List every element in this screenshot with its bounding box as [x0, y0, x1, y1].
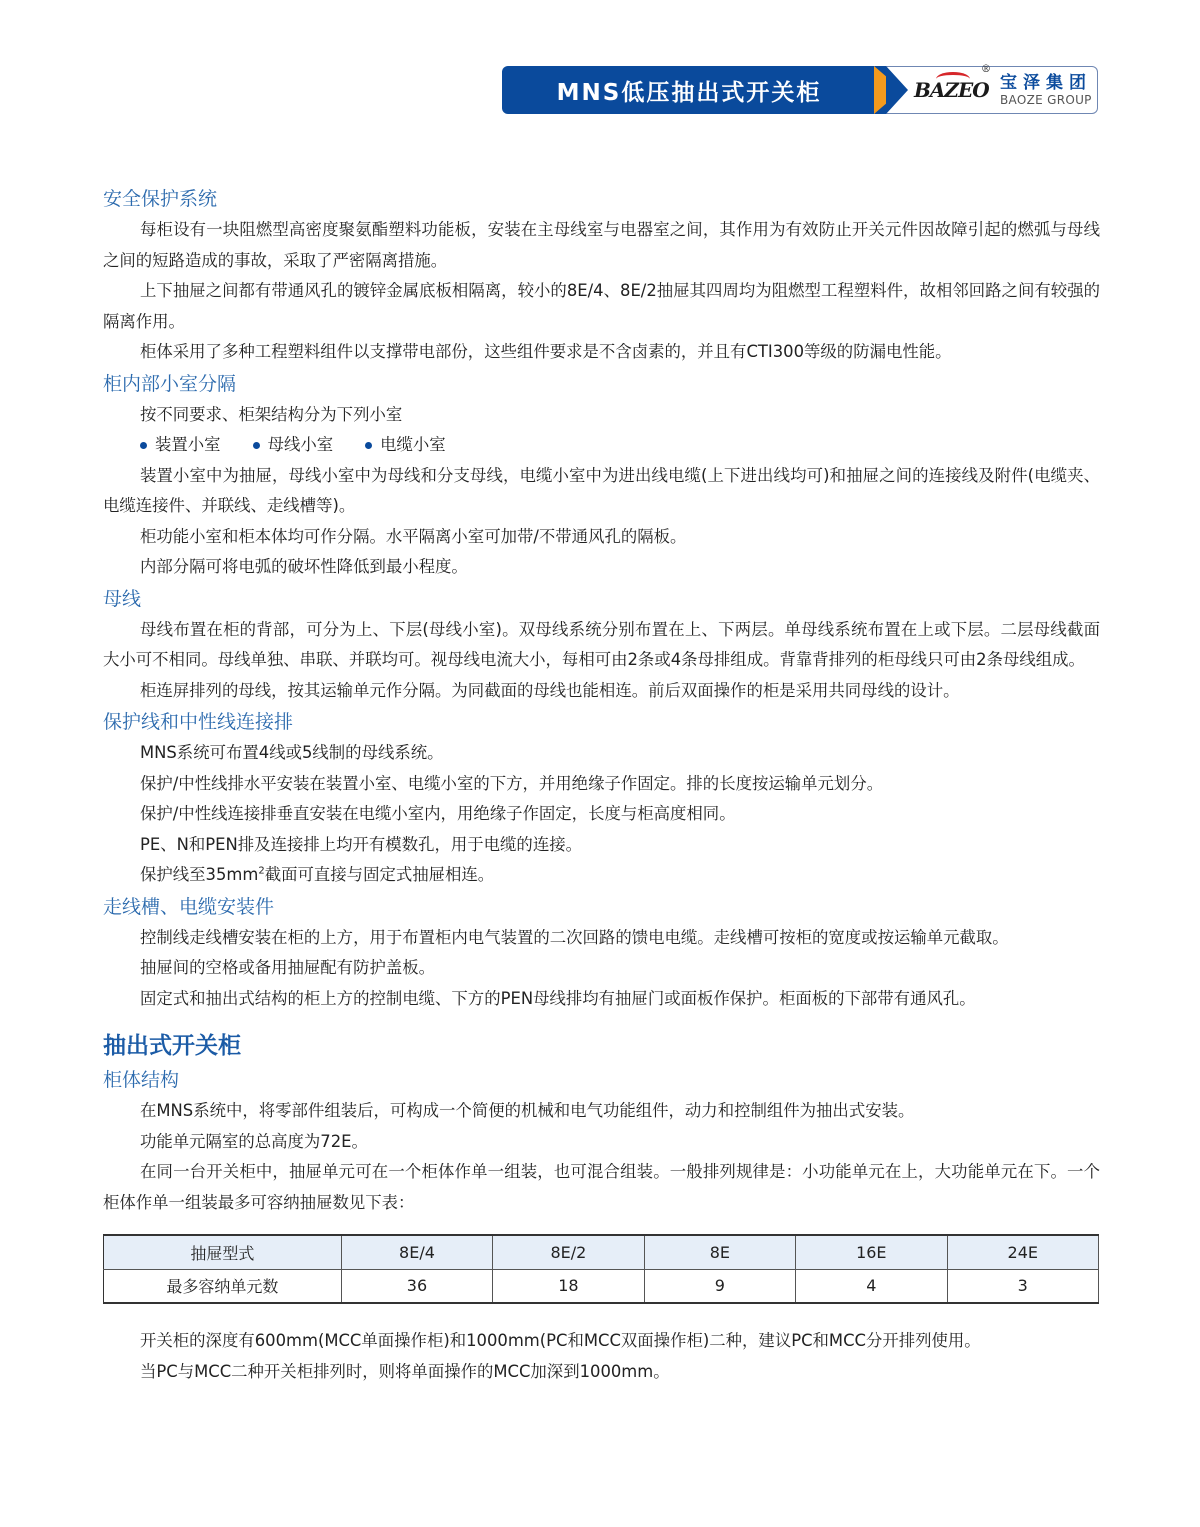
- logo-mark-text: BAZEO: [914, 78, 989, 102]
- table-header-cell: 16E: [796, 1235, 947, 1269]
- paragraph: 母线布置在柜的背部，可分为上、下层(母线小室)。双母线系统分别布置在上、下两层。单母线系统布置在上或下层。二层母线截面大小可不相同。母线单独、串联、并联均可。视母线电流大小，每相可由2条或4条母排组成。背靠背排列的柜母线只可由2条母线组成。: [103, 619, 1100, 669]
- section-heading-trunking: 走线槽、电缆安装件: [103, 895, 275, 918]
- paragraph: [103, 860, 1100, 891]
- paragraph: 柜功能小室和柜本体均可作分隔。水平隔离小室可加带/不带通风孔的隔板。: [140, 526, 687, 546]
- paragraph: 在MNS系统中，将零部件组装后，可构成一个简便的机械和电气功能组件，动力和控制组件为抽出式安装。: [140, 1101, 915, 1120]
- table-header-cell: 8E/4: [341, 1235, 492, 1269]
- section-heading-cabinet-structure: 柜体结构: [103, 1069, 180, 1091]
- document-body: [103, 183, 1100, 1387]
- paragraph: 装置小室中为抽屉，母线小室中为母线和分支母线，电缆小室中为进出线电缆(上下进出线均可)和抽屉之间的连接线及附件(电缆夹、电缆连接件、并联线、走线槽等)。: [103, 465, 1100, 515]
- table-header-cell: 抽屉型式: [104, 1235, 342, 1269]
- table-cell: 3: [947, 1269, 1098, 1303]
- paragraph: 开关柜的深度有600mm(MCC单面操作柜)和1000mm(PC和MCC双面操作柜)二种，建议PC和MCC分开排列使用。: [140, 1331, 981, 1350]
- paragraph: 保护/中性线排水平安装在装置小室、电缆小室的下方，并用绝缘子作固定。排的长度按运输单元划分。: [140, 773, 884, 793]
- table-cell: 36: [341, 1269, 492, 1303]
- paragraph: MNS系统可布置4线或5线制的母线系统。: [140, 743, 444, 762]
- paragraph: 保护/中性线连接排垂直安装在电缆小室内，用绝缘子作固定，长度与柜高度相同。: [140, 804, 736, 823]
- bullet-label: 母线小室: [267, 435, 334, 454]
- table-cell: 最多容纳单元数: [104, 1269, 342, 1303]
- compartment-bullet-list: [103, 430, 1100, 461]
- table-header-cell: 8E/2: [493, 1235, 644, 1269]
- paragraph: 当PC与MCC二种开关柜排列时，则将单面操作的MCC加深到1000mm。: [140, 1361, 670, 1381]
- bullet-item: [253, 430, 334, 461]
- paragraph: 每柜设有一块阻燃型高密度聚氨酯塑料功能板，安装在主母线室与电器室之间，其作用为有效防止开关元件因故障引起的燃弧与母线之间的短路造成的事故，采取了严密隔离措施。: [103, 220, 1100, 270]
- drawer-capacity-table: [103, 1234, 1099, 1304]
- bullet-label: 装置小室: [155, 435, 221, 454]
- registered-icon: ®: [981, 64, 990, 75]
- superscript: 2: [258, 865, 265, 877]
- header-banner: [502, 66, 1098, 114]
- table-header-cell: 24E: [947, 1235, 1098, 1269]
- paragraph: 控制线走线槽安装在柜的上方，用于布置柜内电气装置的二次回路的馈电电缆。走线槽可按柜的宽度或按运输单元截取。: [140, 927, 1009, 947]
- brand-logo: [886, 66, 1098, 114]
- section-heading-compartments: 柜内部小室分隔: [103, 372, 237, 395]
- table-notes: [103, 1326, 1100, 1387]
- table-cell: 4: [796, 1269, 947, 1303]
- page-title: MNS低压抽出式开关柜: [556, 79, 822, 106]
- table-cell: 18: [493, 1269, 644, 1303]
- section-heading-safety: 安全保护系统: [103, 188, 218, 210]
- text-fragment: 截面可直接与固定式抽屉相连。: [264, 865, 495, 884]
- logo-arc-decoration: [936, 72, 970, 86]
- bullet-label: 电缆小室: [380, 435, 446, 454]
- bullet-dot-icon: [253, 442, 260, 449]
- company-name-en: BAOZE GROUP: [1000, 93, 1092, 107]
- bullet-dot-icon: [140, 442, 147, 449]
- paragraph: 在同一台开关柜中，抽屉单元可在一个柜体作单一组装，也可混合组装。一般排列规律是：小功能单元在上，大功能单元在下。一个柜体作单一组装最多可容纳抽屉数见下表：: [103, 1162, 1100, 1212]
- table-row: [104, 1269, 1099, 1303]
- bullet-item: [140, 430, 221, 461]
- table-cell: 9: [644, 1269, 795, 1303]
- logo-icon: [914, 64, 994, 102]
- chapter-heading-drawout: 抽出式开关柜: [103, 1033, 241, 1059]
- paragraph: 固定式和抽出式结构的柜上方的控制电缆、下方的PEN母线排均有抽屉门或面板作保护。柜面板的下部带有通风孔。: [140, 988, 976, 1008]
- bullet-dot-icon: [365, 442, 372, 449]
- section-heading-protective: 保护线和中性线连接排: [103, 711, 294, 733]
- paragraph: PE、N和PEN排及连接排上均开有模数孔，用于电缆的连接。: [140, 834, 582, 854]
- section-heading-busbar: 母线: [103, 587, 142, 610]
- logo-text: [1000, 73, 1092, 107]
- table-header-row: [104, 1235, 1099, 1269]
- paragraph: 上下抽屉之间都有带通风孔的镀锌金属底板相隔离，较小的8E/4、8E/2抽屉其四周均为阻燃型工程塑料件，故相邻回路之间有较强的隔离作用。: [103, 281, 1100, 331]
- paragraph-intro: 按不同要求、柜架结构分为下列小室: [140, 404, 403, 424]
- paragraph: 内部分隔可将电弧的破坏性降低到最小程度。: [140, 557, 468, 576]
- paragraph: 柜连屏排列的母线，按其运输单元作分隔。为同截面的母线也能相连。前后双面操作的柜是采用共同母线的设计。: [140, 680, 960, 700]
- company-name-cn: 宝泽集团: [1000, 73, 1092, 93]
- paragraph: 柜体采用了多种工程塑料组件以支撑带电部份，这些组件要求是不含卤素的，并且有CTI300等级的防漏电性能。: [140, 342, 952, 361]
- bullet-item: [365, 430, 446, 461]
- paragraph: 抽屉间的空格或备用抽屉配有防护盖板。: [140, 958, 436, 977]
- text-fragment: 保护线至35mm: [140, 865, 259, 884]
- title-bar: [502, 66, 886, 114]
- table-header-cell: 8E: [644, 1235, 795, 1269]
- paragraph: 功能单元隔室的总高度为72E。: [140, 1131, 368, 1151]
